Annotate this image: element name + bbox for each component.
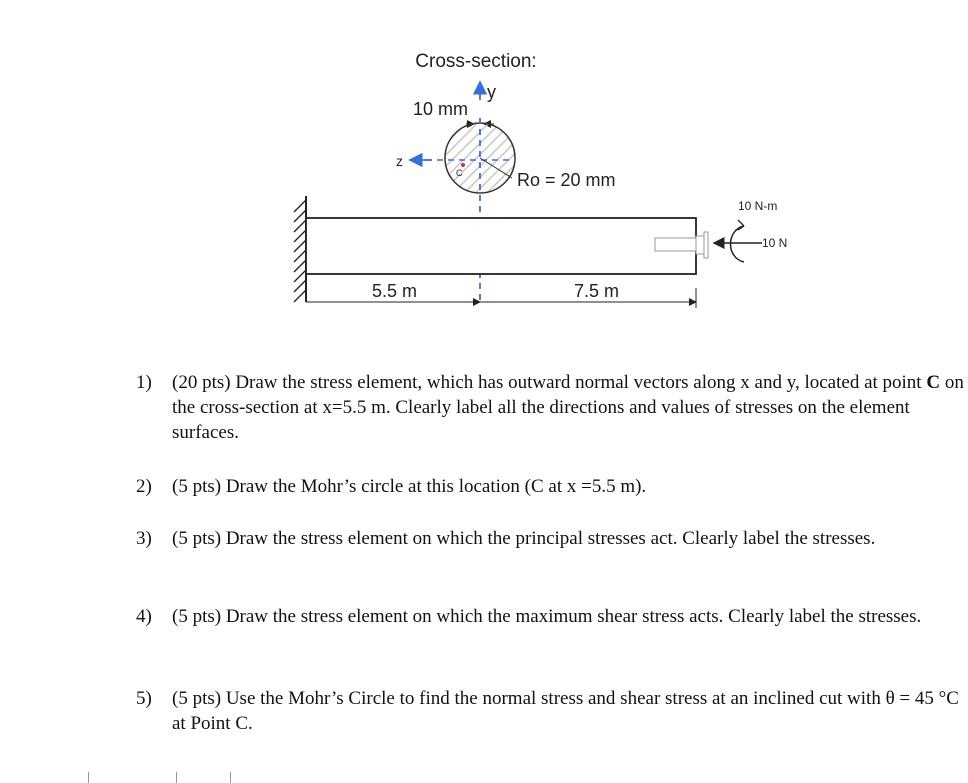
span-left-label: 5.5 m xyxy=(372,281,418,301)
end-flange xyxy=(696,236,704,254)
question-5-text: (5 pts) Use the Mohr’s Circle to find the normal stress and shear stress at an inclined cut with θ = 45 °C at Point C. xyxy=(172,688,959,734)
footer-mark xyxy=(176,772,177,783)
end-plate xyxy=(704,232,708,258)
footer-mark xyxy=(230,772,231,783)
z-axis-label: z xyxy=(396,153,403,169)
point-c-marker xyxy=(461,163,465,167)
torque-label: 10 N-m xyxy=(738,199,778,213)
question-1-bold: C xyxy=(926,372,941,393)
beam xyxy=(306,218,696,274)
radius-label: Ro = 20 mm xyxy=(517,170,616,190)
torque-arc xyxy=(731,226,745,262)
question-1-number: 1) xyxy=(136,372,152,393)
question-2 xyxy=(136,474,966,499)
question-3 xyxy=(136,526,966,551)
force-label: 10 N xyxy=(762,236,788,250)
beam-figure xyxy=(0,0,968,340)
point-c-label: C xyxy=(456,168,463,178)
question-5 xyxy=(136,686,966,736)
span-right-label: 7.5 m xyxy=(574,281,620,301)
question-4-number: 4) xyxy=(136,606,152,627)
dimension-10mm-label: 10 mm xyxy=(413,99,469,119)
question-4 xyxy=(136,604,966,629)
footer-marks xyxy=(80,772,280,783)
question-5-number: 5) xyxy=(136,688,152,709)
footer-mark xyxy=(88,772,89,783)
cross-section-title: Cross-section: xyxy=(415,51,537,72)
question-3-number: 3) xyxy=(136,528,152,549)
question-1 xyxy=(136,370,966,445)
end-fitting xyxy=(655,238,696,251)
question-2-text: (5 pts) Draw the Mohr’s circle at this location (C at x =5.5 m). xyxy=(172,476,647,497)
question-2-number: 2) xyxy=(136,476,152,497)
question-3-text: (5 pts) Draw the stress element on which the principal stresses act. Clearly label the stresses. xyxy=(172,528,876,549)
y-axis-label: y xyxy=(487,82,496,102)
question-1-text xyxy=(172,370,966,445)
wall-hatch xyxy=(294,200,306,302)
question-1-text-b: on the cross-section at x=5.5 m. Clearly label all the directions and values of stresses on the element surfaces. xyxy=(172,372,964,443)
question-1-text-a: (20 pts) Draw the stress element, which has outward normal vectors along x and y, located at point xyxy=(172,372,927,393)
question-4-text: (5 pts) Draw the stress element on which the maximum shear stress acts. Clearly label the stresses. xyxy=(172,606,922,627)
